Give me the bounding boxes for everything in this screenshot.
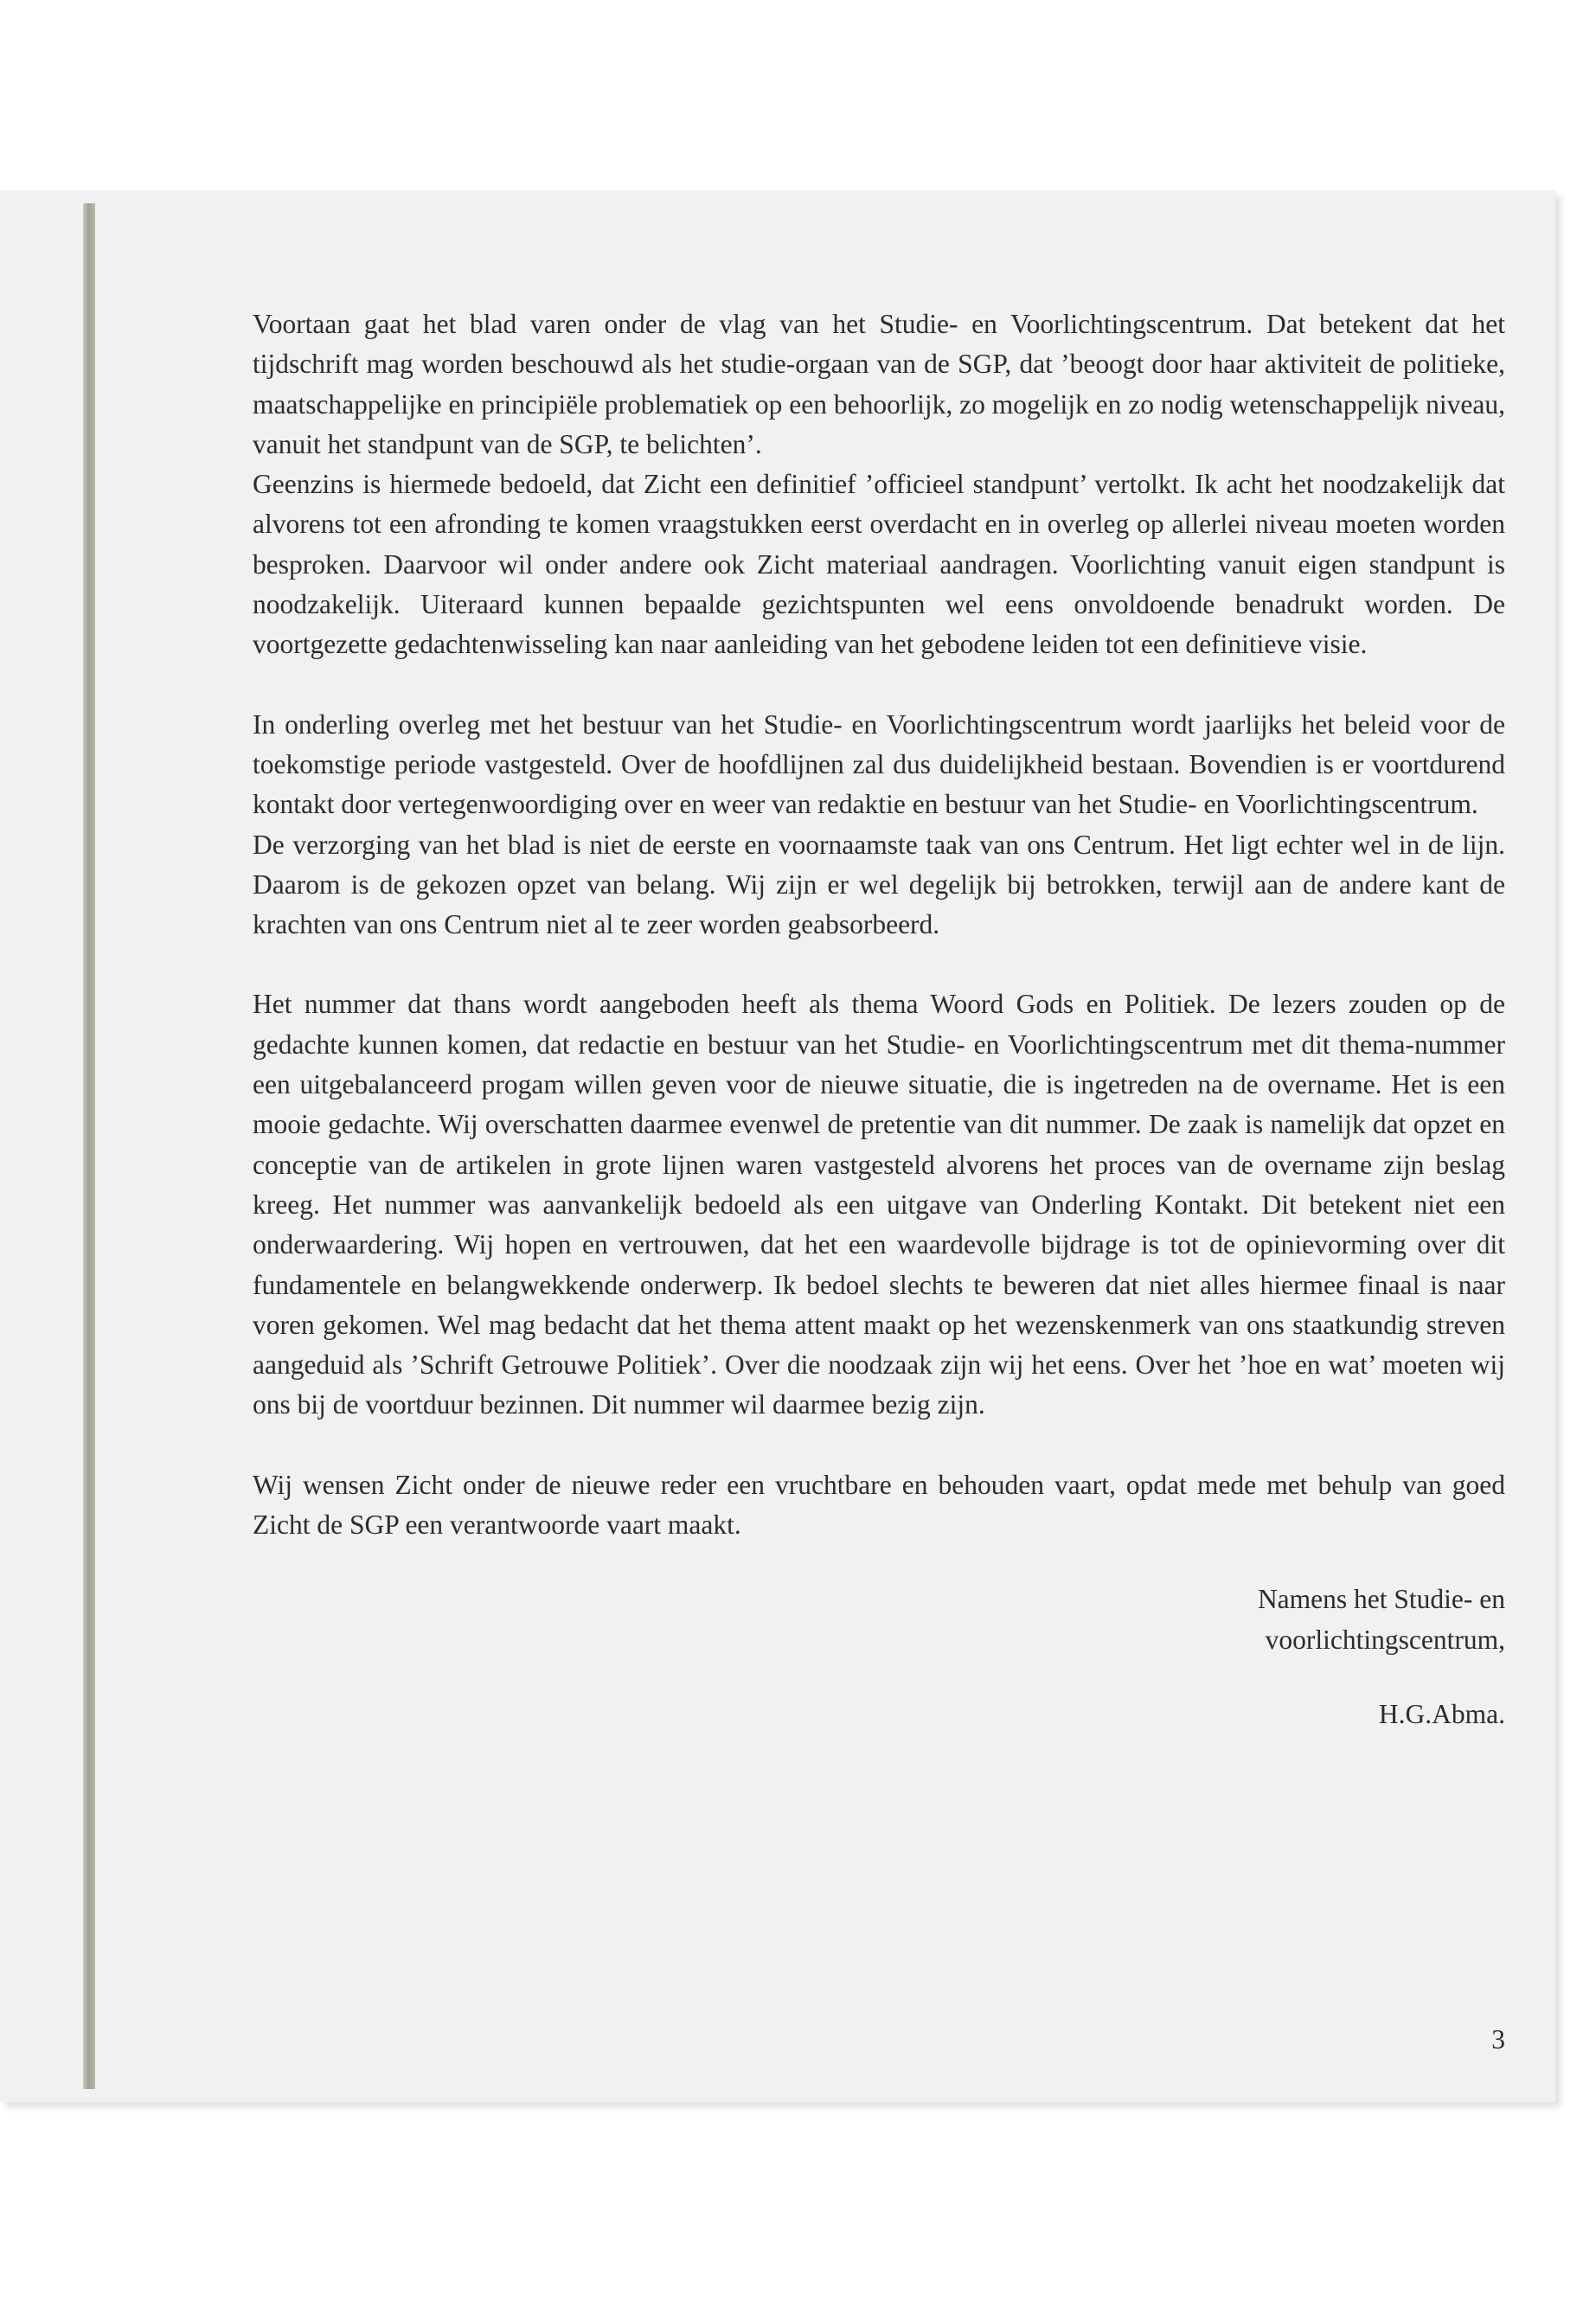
binding-spine [83, 203, 95, 2089]
paragraph-6: Wij wensen Zicht onder de nieuwe reder een vruchtbare en behouden vaart, opdat mede met behulp van goed Zicht de SGP een verantwoorde vaart maakt. [253, 1469, 1505, 1541]
signature-line-1: Namens het Studie- en [1257, 1584, 1505, 1615]
paragraph-3: In onderling overleg met het bestuur van het Studie- en Voorlichtingscentrum wordt jaarlijks het beleid voor de toekomstige periode vastgesteld. Over de hoofdlijnen zal dus duidelijkheid bestaan. Bovendien is er voortdurend kontakt door vertegenwoordiging over en weer van redaktie en bestuur van het Studie- en Voorlichtingscentrum. [253, 708, 1505, 820]
signature-name: H.G.Abma. [1378, 1698, 1505, 1729]
paragraph-4: De verzorging van het blad is niet de eerste en voornaamste taak van ons Centrum. Het ligt echter wel in de lijn. Daarom is de gekozen opzet van belang. Wij zijn er wel degelijk bij betrokken, terwijl aan de andere kant de krachten van ons Centrum niet al te zeer worden geabsorbeerd. [253, 829, 1505, 940]
paragraph-5: Het nummer dat thans wordt aangeboden heeft als thema Woord Gods en Politiek. De lezers zouden op de gedachte kunnen komen, dat redactie en bestuur van het Studie- en Voorlichtingscentrum met dit thema-nummer een uitgebalanceerd progam willen geven voor de nieuwe situatie, die is ingetreden na de overname. Het is een mooie gedachte. Wij overschatten daarmee evenwel de pretentie van dit nummer. De zaak is namelijk dat opzet en conceptie van de artikelen in grote lijnen waren vastgesteld alvorens het proces van de overname zijn beslag kreeg. Het nummer was aanvankelijk bedoeld als een uitgave van Onderling Kontakt. Dit betekent niet een onderwaardering. Wij hopen en vertrouwen, dat het een waardevolle bijdrage is tot de opinievorming over dit fundamentele en belangwekkende onderwerp. Ik bedoel slechts te beweren dat niet alles hiermee finaal is naar voren gekomen. Wel mag bedacht dat het thema attent maakt op het wezenskenmerk van ons staatkundig streven aangeduid als ’Schrift Getrouwe Politiek’. Over die noodzaak zijn wij het eens. Over het ’hoe en wat’ moeten wij ons bij de voortduur bezinnen. Dit nummer wil daarmee bezig zijn. [253, 989, 1505, 1420]
paragraph-2: Geenzins is hiermede bedoeld, dat Zicht een definitief ’officieel standpunt’ vertolkt. Ik acht het noodzakelijk dat alvorens tot een afronding te komen vraagstukken eerst overdacht en in overleg op allerlei niveau moeten worden besproken. Daarvoor wil onder andere ook Zicht materiaal aandragen. Voorlichting vanuit eigen standpunt is noodzakelijk. Uiteraard kunnen bepaalde gezichtspunten wel eens onvoldoende benadrukt worden. De voortgezette gedachtenwisseling kan naar aanleiding van het gebodene leiden tot een definitieve visie. [253, 469, 1505, 660]
paragraph-1: Voortaan gaat het blad varen onder de vlag van het Studie- en Voorlichtingscentrum. Dat betekent dat het tijdschrift mag worden beschouwd als het studie-orgaan van de SGP, dat ’beoogt door haar aktiviteit de politieke, maatschappelijke en principiële problematiek op een behoorlijk, zo mogelijk en zo nodig wetenschappelijk niveau, vanuit het standpunt van de SGP, te belichten’. [253, 309, 1505, 459]
signature-line-2: voorlichtingscentrum, [1265, 1624, 1505, 1655]
page-number: 3 [1491, 2024, 1505, 2054]
signature-block [253, 1580, 1505, 1734]
article-body [253, 304, 1505, 1734]
